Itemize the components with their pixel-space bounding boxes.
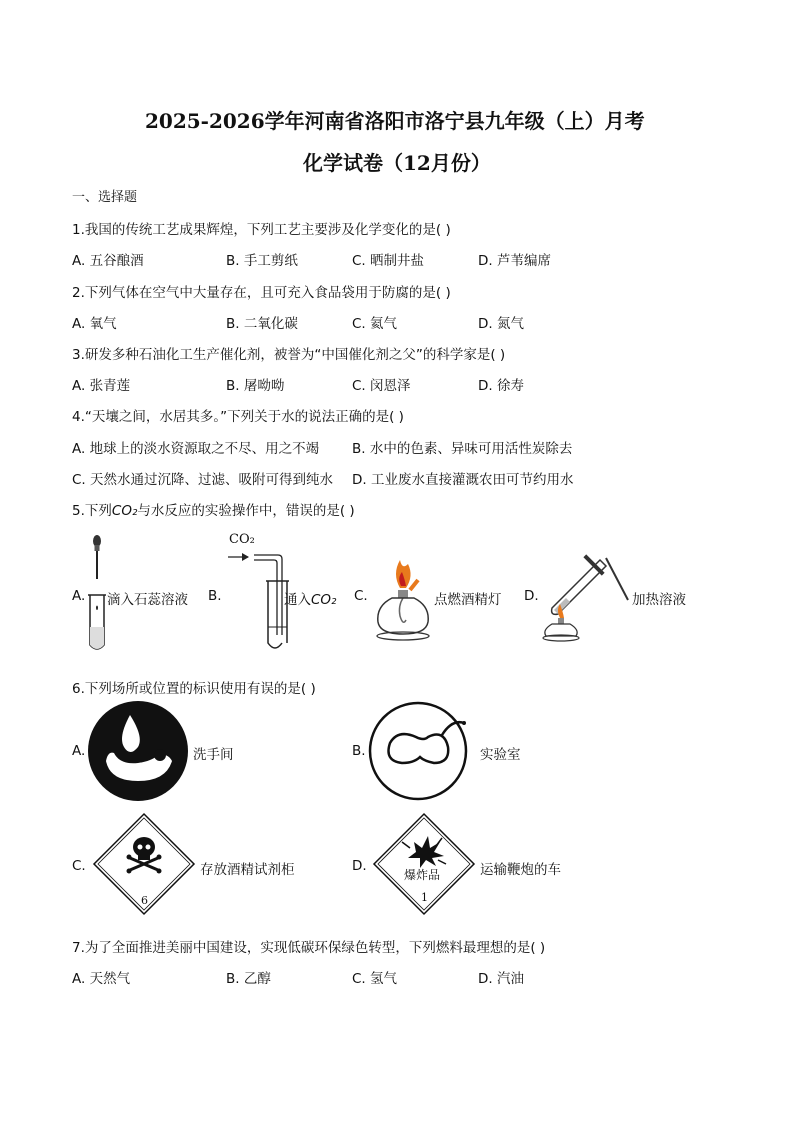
- question-2-option-b[interactable]: B. 二氧化碳: [226, 316, 298, 332]
- question-2-option-d[interactable]: D. 氮气: [478, 316, 524, 332]
- question-5-option-b-letter[interactable]: B.: [208, 588, 222, 604]
- question-5-option-b-text-pre: 通入: [284, 592, 311, 608]
- question-2-stem: 2.下列气体在空气中大量存在，且可充入食品袋用于防腐的是( ): [72, 285, 451, 301]
- question-3-option-d[interactable]: D. 徐寿: [478, 378, 524, 394]
- question-2-option-c[interactable]: C. 氦气: [352, 316, 398, 332]
- question-1-option-c[interactable]: C. 晒制井盐: [352, 253, 425, 269]
- question-5-stem-co2: CO₂: [111, 503, 138, 519]
- alcohol-lamp-lighting-figure: [370, 550, 436, 642]
- explosive-sign-class-number: 1: [421, 891, 428, 904]
- question-1-option-a[interactable]: A. 五谷酿酒: [72, 253, 144, 269]
- question-4-option-a[interactable]: A. 地球上的淡水资源取之不尽、用之不竭: [72, 441, 320, 457]
- heating-test-tube-figure: [540, 548, 636, 642]
- question-4-option-c[interactable]: C. 天然水通过沉降、过滤、吸附可得到纯水: [72, 472, 334, 488]
- question-1-stem: 1.我国的传统工艺成果辉煌，下列工艺主要涉及化学变化的是( ): [72, 222, 451, 238]
- explosive-sign-label: 爆炸品: [404, 868, 441, 882]
- question-4-option-d[interactable]: D. 工业废水直接灌溉农田可节约用水: [352, 472, 574, 488]
- section-heading: 一、选择题: [72, 190, 138, 205]
- question-6-stem: 6.下列场所或位置的标识使用有误的是( ): [72, 681, 316, 697]
- toxic-sign-class-number: 6: [141, 894, 148, 907]
- question-6-option-b-text: 实验室: [480, 747, 521, 763]
- question-6-option-d-letter[interactable]: D.: [352, 858, 367, 874]
- question-5-option-c-text: 点燃酒精灯: [434, 592, 502, 608]
- question-3-stem: 3.研发多种石油化工生产催化剂，被誉为“中国催化剂之父”的科学家是( ): [72, 347, 506, 363]
- question-3-option-b[interactable]: B. 屠呦呦: [226, 378, 285, 394]
- question-3-option-a[interactable]: A. 张青莲: [72, 378, 131, 394]
- question-7-option-a[interactable]: A. 天然气: [72, 971, 131, 987]
- question-5-option-d-letter[interactable]: D.: [524, 588, 539, 604]
- question-5-option-c-letter[interactable]: C.: [354, 588, 368, 604]
- eye-goggles-sign-icon: [368, 701, 468, 801]
- question-4-stem: 4.“天壤之间，水居其多。”下列关于水的说法正确的是( ): [72, 409, 404, 425]
- question-4-option-b[interactable]: B. 水中的色素、异味可用活性炭除去: [352, 441, 573, 457]
- exam-title-line2: 化学试卷（12月份）: [303, 151, 491, 175]
- question-5-option-b-text: [284, 588, 336, 608]
- question-5-stem: [72, 499, 355, 519]
- water-saving-sign-icon: [88, 701, 188, 801]
- question-5-stem-pre: 5.下列: [72, 503, 112, 519]
- question-1-option-b[interactable]: B. 手工剪纸: [226, 253, 298, 269]
- question-7-option-d[interactable]: D. 汽油: [478, 971, 524, 987]
- question-5-option-a-text: 滴入石蕊溶液: [107, 592, 188, 608]
- question-6-option-a-text: 洗手间: [193, 747, 234, 763]
- question-5-stem-post: 与水反应的实验操作中，错误的是( ): [137, 503, 355, 519]
- question-5-option-d-text: 加热溶液: [632, 592, 686, 608]
- question-1-option-d[interactable]: D. 芦苇编席: [478, 253, 551, 269]
- question-5-option-b-text-co2: CO₂: [311, 592, 337, 608]
- question-6-option-c-letter[interactable]: C.: [72, 858, 86, 874]
- question-6-option-c-text: 存放酒精试剂柜: [200, 862, 295, 878]
- question-2-option-a[interactable]: A. 氧气: [72, 316, 117, 332]
- question-6-option-b-letter[interactable]: B.: [352, 743, 366, 759]
- question-7-stem: 7.为了全面推进美丽中国建设，实现低碳环保绿色转型，下列燃料最理想的是( ): [72, 940, 546, 956]
- question-5-figure-co2-label: CO₂: [229, 532, 255, 547]
- question-7-option-c[interactable]: C. 氢气: [352, 971, 398, 987]
- question-5-option-a-letter[interactable]: A.: [72, 588, 86, 604]
- question-3-option-c[interactable]: C. 闵恩泽: [352, 378, 411, 394]
- question-6-option-d-text: 运输鞭炮的车: [480, 862, 561, 878]
- question-6-option-a-letter[interactable]: A.: [72, 743, 86, 759]
- exam-title-line1: 2025-2026学年河南省洛阳市洛宁县九年级（上）月考: [145, 109, 645, 133]
- question-7-option-b[interactable]: B. 乙醇: [226, 971, 271, 987]
